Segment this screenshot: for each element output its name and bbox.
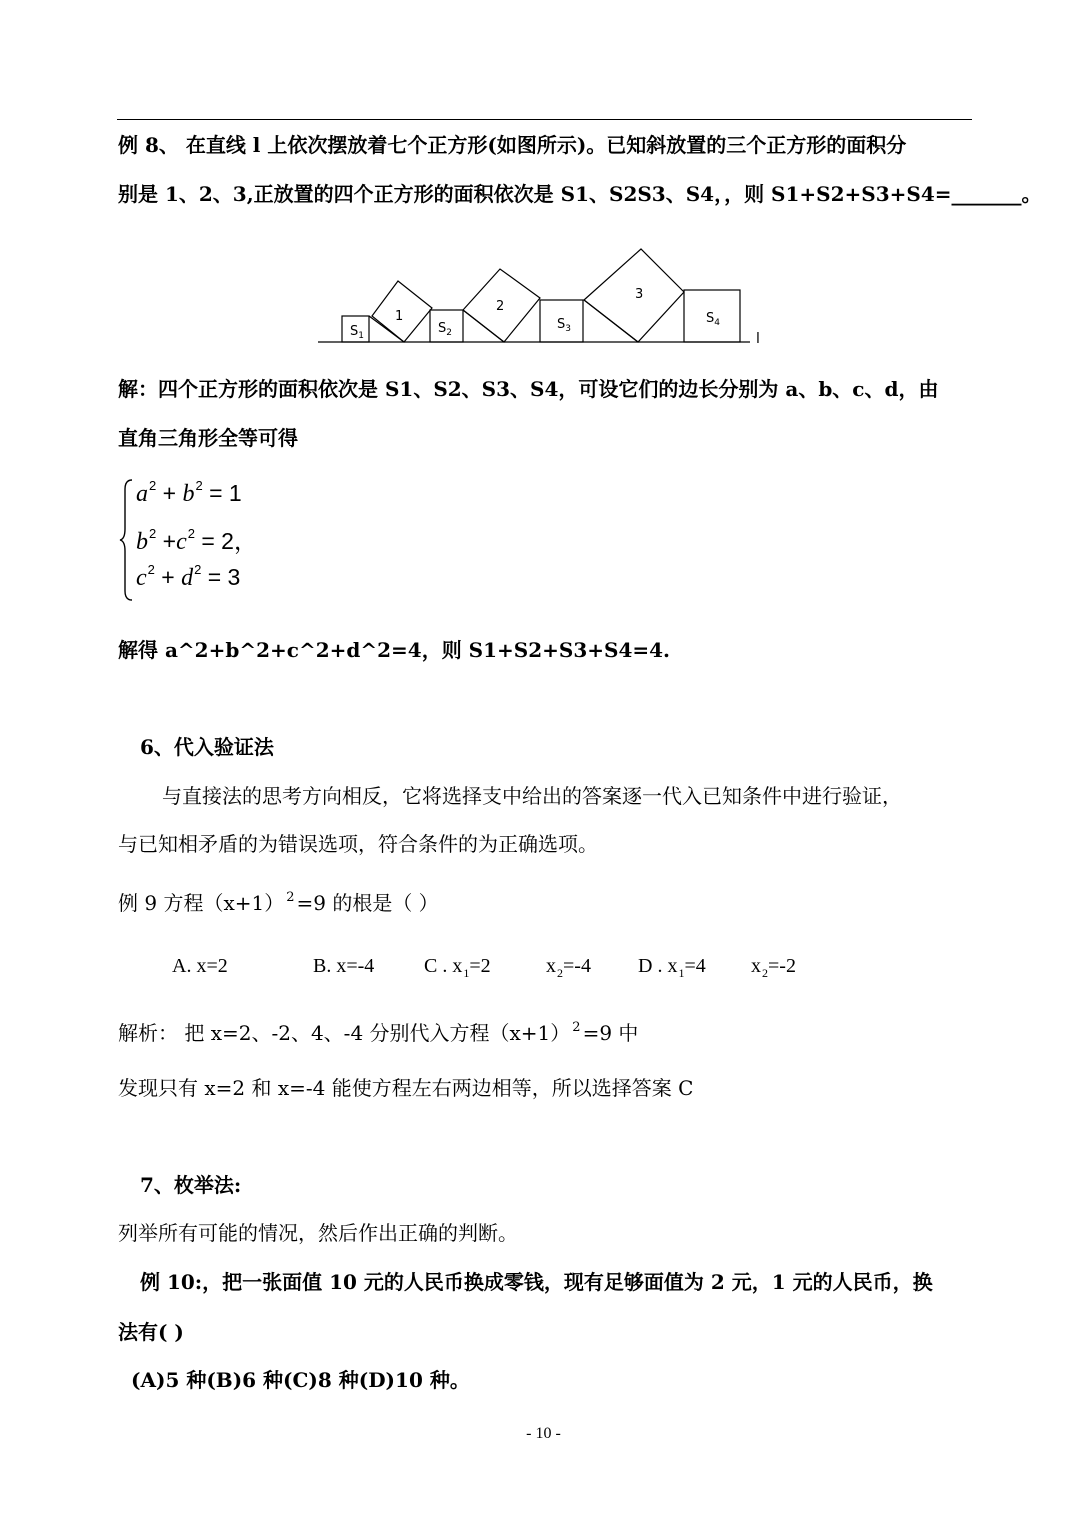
equation-system <box>118 477 278 607</box>
option-c2: $x_2=-4$ <box>546 955 591 980</box>
header-rule <box>117 119 972 120</box>
equation-2: $b^2 +c^2 = 2$， <box>136 526 257 555</box>
section7-heading: 7、枚举法: <box>140 1173 242 1197</box>
equation-1: $a^2 + b^2 = 1$ <box>136 478 242 507</box>
label-s1: $S_1$ <box>350 324 364 341</box>
square-3 <box>584 249 684 342</box>
solution8-line1: 解：四个正方形的面积依次是 S1、S2、S3、S4，可设它们的边长分别为 a、b、c、d，由 <box>118 377 939 401</box>
section7-para: 列举所有可能的情况，然后作出正确的判断。 <box>118 1221 518 1245</box>
label-s2: $S_2$ <box>438 321 452 338</box>
diagonal-2 <box>463 310 504 342</box>
label-s4: $S_4$ <box>706 311 720 328</box>
example9-analysis: 解析： 把 x=2、-2、4、-4 分别代入方程（x+1） $^2$ =9 中 <box>118 1020 639 1045</box>
squares-figure <box>310 240 790 350</box>
label-1: 1 <box>395 309 404 324</box>
label-s3: $S_3$ <box>557 317 571 334</box>
option-d1: D . $x_1=4$ <box>638 955 706 980</box>
example8-line1: 例 8、 在直线 l 上依次摆放着七个正方形(如图所示)。已知斜放置的三个正方形的面积分 <box>118 133 907 157</box>
option-b: B. x=-4 <box>313 955 375 977</box>
option-a: A. x=2 <box>172 955 228 977</box>
solution8-result: 解得 a^2+b^2+c^2+d^2=4，则 S1+S2+S3+S4=4. <box>118 638 671 662</box>
label-2: 2 <box>496 299 505 314</box>
page-number: - 10 - <box>526 1425 561 1442</box>
option-c1: C . $x_1=2$ <box>424 955 491 980</box>
label-line-l: l <box>756 331 760 347</box>
solution8-line2: 直角三角形全等可得 <box>118 426 298 450</box>
option-d2: $x_2=-2$ <box>751 955 796 980</box>
example8-line2: 别是 1、2、3,正放置的四个正方形的面积依次是 S1、S2S3、S4，，则 S1+S2+S3+S4=_______。 <box>118 182 1042 206</box>
equation-3: $c^2 + d^2 = 3$ <box>136 562 241 591</box>
section6-para2: 与已知相矛盾的为错误选项，符合条件的为正确选项。 <box>118 832 598 856</box>
example10-line1: 例 10:，把一张面值 10 元的人民币换成零钱，现有足够面值为 2 元，1 元的人民币，换 <box>140 1270 933 1294</box>
example10-line2: 法有( ) <box>118 1320 184 1344</box>
diagonal-3 <box>584 300 638 342</box>
example10-options: (A)5 种(B)6 种(C)8 种(D)10 种。 <box>131 1368 470 1392</box>
section6-para1: 与直接法的思考方向相反，它将选择支中给出的答案逐一代入已知条件中进行验证， <box>162 784 902 808</box>
label-3: 3 <box>635 287 644 302</box>
section6-heading: 6、代入验证法 <box>140 735 274 759</box>
left-brace <box>118 477 134 603</box>
example9-analysis2: 发现只有 x=2 和 x=-4 能使方程左右两边相等，所以选择答案 C <box>118 1076 694 1100</box>
example9-question: 例 9 方程（x+1） $^2$ =9 的根是（ ） <box>118 890 439 915</box>
